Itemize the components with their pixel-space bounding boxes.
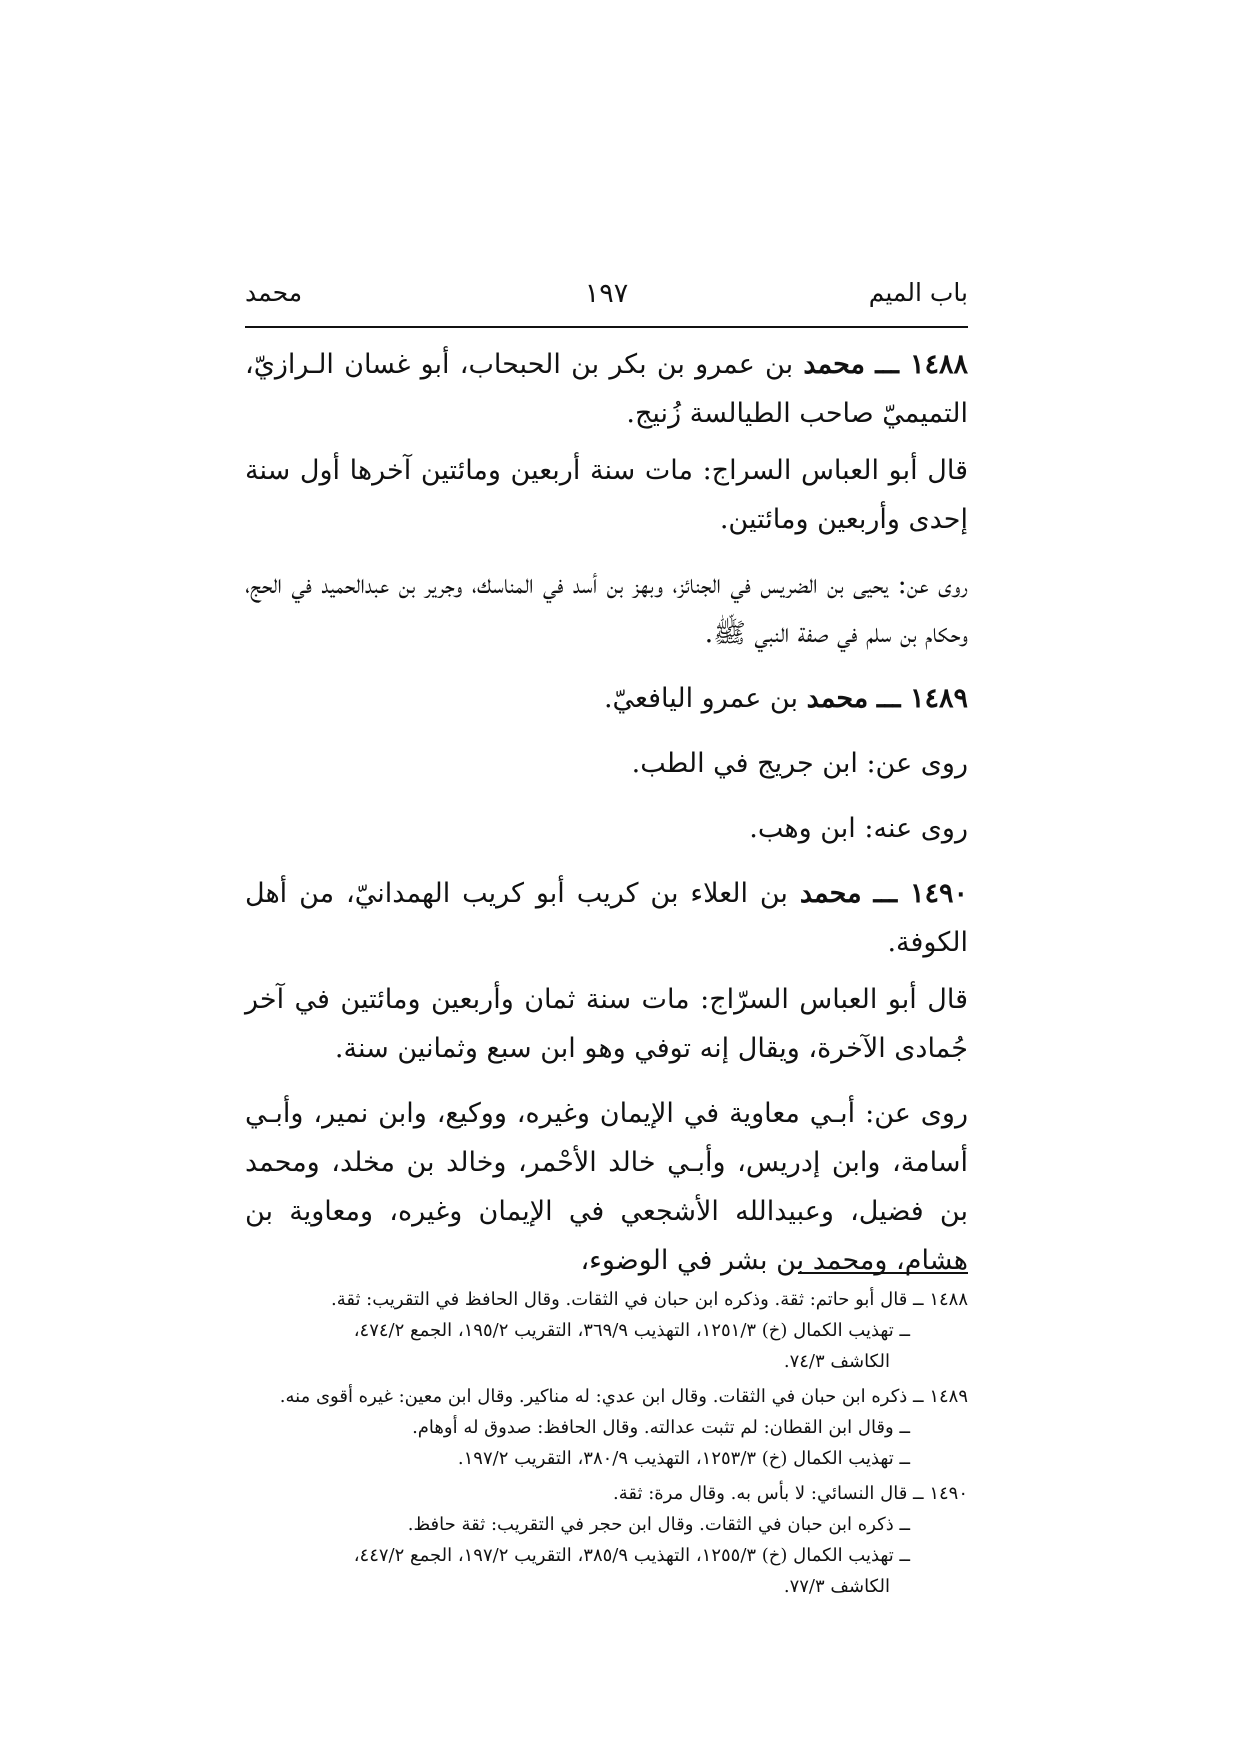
header-divider: [245, 326, 968, 328]
entry-heading-text: بن العلاء بن كريب أبو كريب الهمدانيّ، من أهل الكوفة.: [245, 878, 968, 958]
footnote-1490: [245, 1478, 968, 1602]
entry-paragraph: روى عن: أبـي معاوية في الإيمان وغيره، ووكيع، وابن نمير، وأبـي أسامة، وابن إدريس، وأبـي خالد الأحْمر، وخالد بن مخلد، ومحمد بن فضيل، وعبيدالله الأشجعي في الإيمان وغيره، ومعاوية بن هشام، ومحمد بن بشر في الوضوء،: [245, 1098, 968, 1276]
entry-heading: [245, 674, 968, 723]
entry-paragraph: قال أبو العباس السراج: مات سنة أربعين ومائتين آخرها أول سنة إحدى وأربعين ومائتين.: [245, 455, 968, 535]
chapter-title: باب الميم: [868, 278, 968, 307]
footnote-line: ــ ذكره ابن حبان في الثقات. وقال ابن حجر في التقريب: ثقة حافظ.: [407, 1514, 910, 1535]
footnote-line: ــ تهذيب الكمال (خ) ١٢٥٣/٣، التهذيب ٣٨٠/٩، التقريب ١٩٧/٢.: [457, 1448, 910, 1469]
entry-heading-text: بن عمرو اليافعيّ.: [603, 683, 798, 714]
footnote-divider: [798, 1272, 968, 1274]
footnote-line: الكاشف ٧٧/٣.: [783, 1576, 890, 1597]
entry-heading-text: بن عمرو بن بكر بن الحبحاب، أبو غسان الـرازيّ، التميميّ صاحب الطيالسة زُنيج.: [245, 349, 968, 429]
footnote-line: [245, 1284, 968, 1315]
entry-name: محمد: [803, 349, 865, 380]
footnote-1489: [245, 1381, 968, 1474]
footnote-number: ١٤٩٠: [929, 1483, 968, 1504]
footnotes: [245, 1284, 968, 1606]
footnote-line: [245, 1478, 968, 1509]
footnote-number: ١٤٨٨: [929, 1289, 968, 1310]
entry-heading: [245, 869, 968, 967]
footnote-text: ــ قال النسائي: لا بأس به. وقال مرة: ثقة.: [613, 1483, 924, 1504]
entry-number: ١٤٩٠ ـــ: [873, 878, 968, 909]
entry-paragraph: قال أبو العباس السرّاج: مات سنة ثمان وأربعين ومائتين في آخر جُمادى الآخرة، ويقال إنه توفي وهو ابن سبع وثمانين سنة.: [245, 984, 968, 1064]
footnote-text: ــ قال أبو حاتم: ثقة. وذكره ابن حبان في الثقات. وقال الحافظ في التقريب: ثقة.: [330, 1289, 924, 1310]
footnote-text: ــ ذكره ابن حبان في الثقات. وقال ابن عدي: له مناكير. وقال ابن معين: غيره أقوى منه.: [279, 1386, 924, 1407]
section-title: محمد: [245, 278, 303, 307]
footnote-1488: [245, 1284, 968, 1377]
entry-paragraph: روى عن: ابن جريج في الطب.: [631, 748, 968, 779]
entry-paragraph: روى عن: يحيى بن الضريس في الجنائز، وبهز بن أسد في المناسك، وجرير بن عبدالحميد في الحج، وحكام بن سلم في صفة النبي ﷺ.: [245, 569, 968, 649]
footnote-line: ــ تهذيب الكمال (خ) ١٢٥٥/٣، التهذيب ٣٨٥/٩، التقريب ١٩٧/٢، الجمع ٤٤٧/٢،: [353, 1545, 910, 1566]
running-header: [245, 268, 968, 324]
entry-name: محمد: [799, 878, 862, 909]
entry-name: محمد: [806, 683, 869, 714]
page-number: ١٩٧: [584, 278, 629, 309]
entry-heading: [245, 340, 968, 438]
entry-number: ١٤٨٩ ـــ: [876, 683, 968, 714]
footnote-line: [245, 1381, 968, 1412]
entry-paragraph: روى عنه: ابن وهب.: [749, 813, 968, 844]
main-text: [245, 340, 968, 1301]
footnote-line: الكاشف ٧٤/٣.: [783, 1351, 890, 1372]
entry-number: ١٤٨٨ ـــ: [875, 349, 968, 380]
footnote-number: ١٤٨٩: [929, 1386, 968, 1407]
footnote-line: ــ تهذيب الكمال (خ) ١٢٥١/٣، التهذيب ٣٦٩/٩، التقريب ١٩٥/٢، الجمع ٤٧٤/٢،: [353, 1320, 910, 1341]
footnote-line: ــ وقال ابن القطان: لم تثبت عدالته. وقال الحافظ: صدوق له أوهام.: [412, 1417, 910, 1438]
